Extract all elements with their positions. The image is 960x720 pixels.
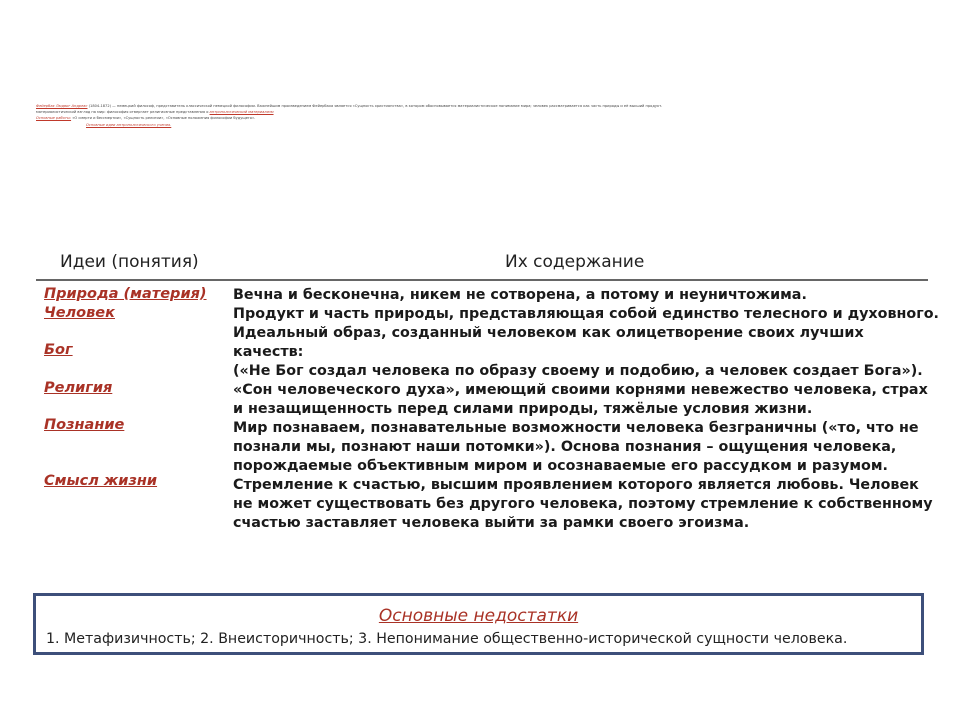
term-god[interactable]: Бог <box>44 342 73 358</box>
intro-link-ideas[interactable]: Основные идеи антропологического учения. <box>86 122 172 127</box>
term-nature[interactable]: Природа (материя) <box>44 286 207 302</box>
drawbacks-box <box>33 593 924 655</box>
content-line: качеств: <box>233 344 304 360</box>
term-meaning-of-life[interactable]: Смысл жизни <box>44 473 158 489</box>
drawbacks-title[interactable]: Основные недостатки <box>378 606 579 626</box>
intro-row-2-text: материалистический взгляд на мир: философия отвергает религиозные представления о <box>36 110 209 115</box>
intro-link-materialism[interactable]: антропологический материализм <box>209 110 274 115</box>
term-cognition[interactable]: Познание <box>44 417 125 433</box>
header-divider <box>36 279 928 281</box>
intro-row-4 <box>36 122 926 128</box>
column-header-content: Их содержание <box>505 252 645 272</box>
content-line: не может существовать без другого человека, поэтому стремление к собственному <box>233 496 933 512</box>
content-line: Мир познаваем, познавательные возможности человека безграничны («то, что не <box>233 420 919 436</box>
content-line: «Сон человеческого духа», имеющий своими корнями невежество человека, страх <box>233 382 928 398</box>
intro-author-name: Фейербах Людвиг Андреас <box>36 104 88 108</box>
drawbacks-text: 1. Метафизичность; 2. Внеисторичность; 3. Непонимание общественно-исторической сущности человека. <box>46 631 848 647</box>
content-line: счастью заставляет человека выйти за рамки своего эгоизма. <box>233 515 750 531</box>
content-line: («Не Бог создал человека по образу своему и подобию, а человек создает Бога»). <box>233 363 923 379</box>
content-line: познали мы, познают наши потомки»). Основа познания – ощущения человека, <box>233 439 897 455</box>
term-human[interactable]: Человек <box>44 305 115 321</box>
intro-text <box>36 103 926 128</box>
intro-author-bio: (1804-1872) — немецкий философ, представитель классической немецкой философии. Важнейшим произведением Фейербаха является «Сущность христианства», в котором обосновывается материалистическое понимание мира; человек рассматривается как часть природы и её высший продукт. <box>88 104 663 108</box>
content-line: Идеальный образ, созданный человеком как олицетворение своих лучших <box>233 325 864 341</box>
term-religion[interactable]: Религия <box>44 380 113 396</box>
content-line: порождаемые объективным миром и осознаваемые его рассудком и разумом. <box>233 458 888 474</box>
content-line: и незащищенность перед силами природы, тяжёлые условия жизни. <box>233 401 813 417</box>
content-line: Вечна и бесконечна, никем не сотворена, а потому и неуничтожима. <box>233 287 807 303</box>
intro-works-label[interactable]: Основные работы: <box>36 116 72 121</box>
column-header-ideas: Идеи (понятия) <box>60 252 199 272</box>
content-line: Стремление к счастью, высшим проявлением которого является любовь. Человек <box>233 477 919 493</box>
content-column <box>233 286 939 533</box>
intro-works-text: «О смерти и бессмертии», «Сущность религии», «Основные положения философии будущего». <box>72 116 256 121</box>
content-line: Продукт и часть природы, представляющая собой единство телесного и духовного. <box>233 306 939 322</box>
